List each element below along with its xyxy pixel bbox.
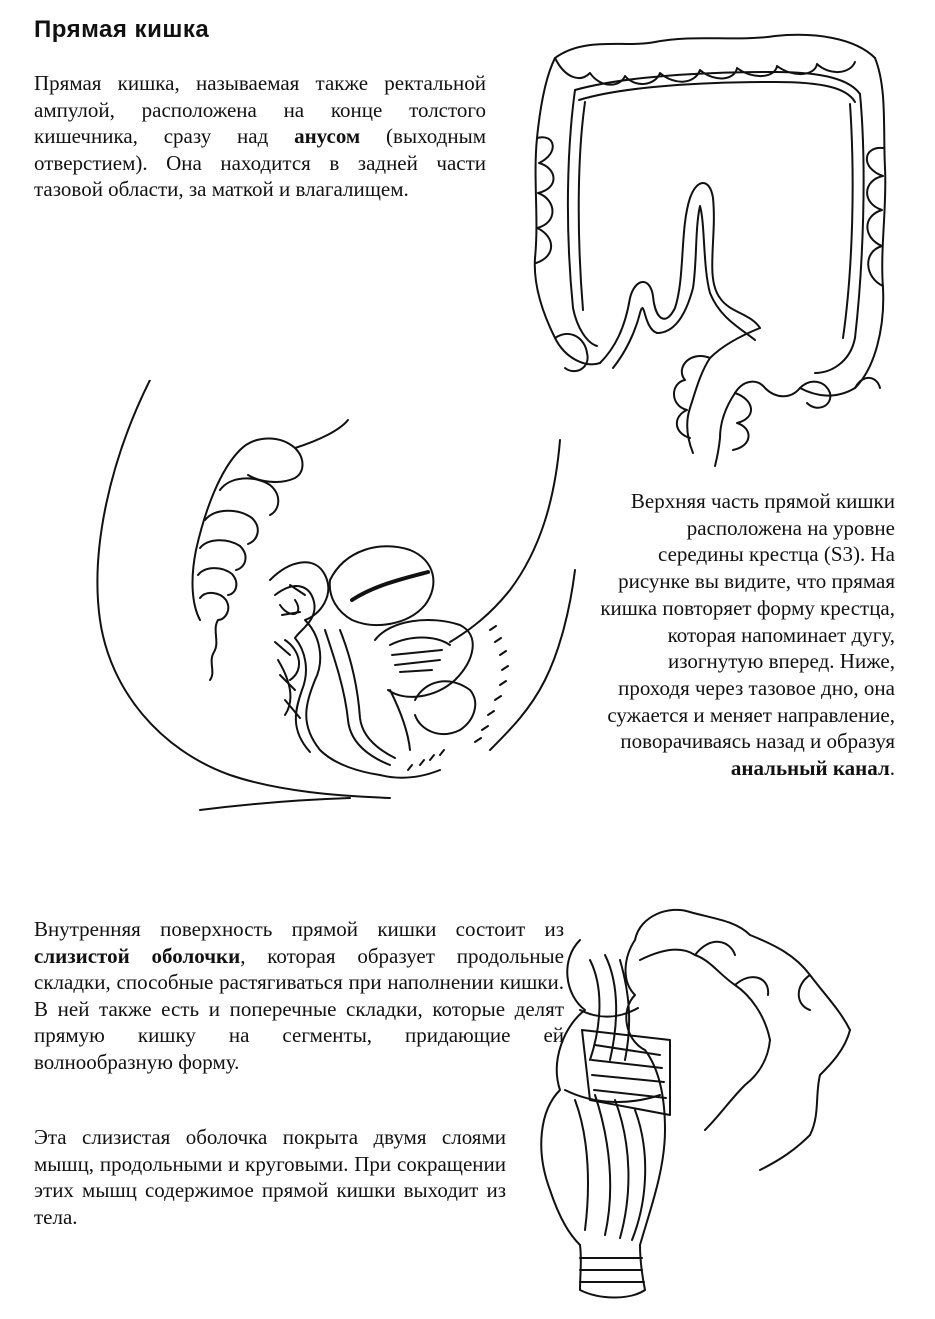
inner-surface-paragraph	[34, 916, 564, 1075]
inner-surface-bold-term: слизистой оболочки	[34, 943, 241, 968]
intro-bold-term: анусом	[294, 124, 361, 148]
intro-text-2: (выходным отверстием). Она находится в задней части тазовой области, за маткой и влагалищем.	[34, 124, 486, 201]
upper-part-text-1: Верхняя часть прямой кишки расположена на уровне середины крестца (S3). На рисунке вы видите, что прямая кишка повторяет форму крестца, которая напоминает дугу, изогнутую вперед. Ниже, проходя через тазовое дно, она сужается и меняет направление, поворачиваясь назад и образуя	[600, 489, 895, 754]
upper-part-text-2: .	[889, 756, 895, 781]
rectum-detail-illustration	[520, 900, 860, 1310]
page-title: Прямая кишка	[34, 16, 210, 43]
inner-surface-text-1: Внутренняя поверхность прямой кишки состоит из	[34, 917, 564, 941]
upper-part-bold-term: анальный канал	[730, 756, 890, 781]
intro-paragraph	[34, 70, 486, 203]
muscles-paragraph: Эта слизистая оболочка покрыта двумя слоями мышц, продольными и круговыми. При сокращении этих мышц содержимое прямой кишки выходит из тела.	[34, 1125, 506, 1229]
inner-surface-text-2: , которая образует продольные складки, способные растягиваться при наполнении кишки. В ней также есть и поперечные складки, которые делят прямую кишку на сегменты, придающие ей волнообразную форму.	[34, 943, 564, 1074]
upper-part-paragraph	[597, 488, 895, 782]
intro-text-1: Прямая кишка, называемая также ректальной ампулой, расположена на конце толстого кишечника, сразу над	[34, 71, 486, 148]
pelvis-section-illustration	[90, 380, 590, 820]
